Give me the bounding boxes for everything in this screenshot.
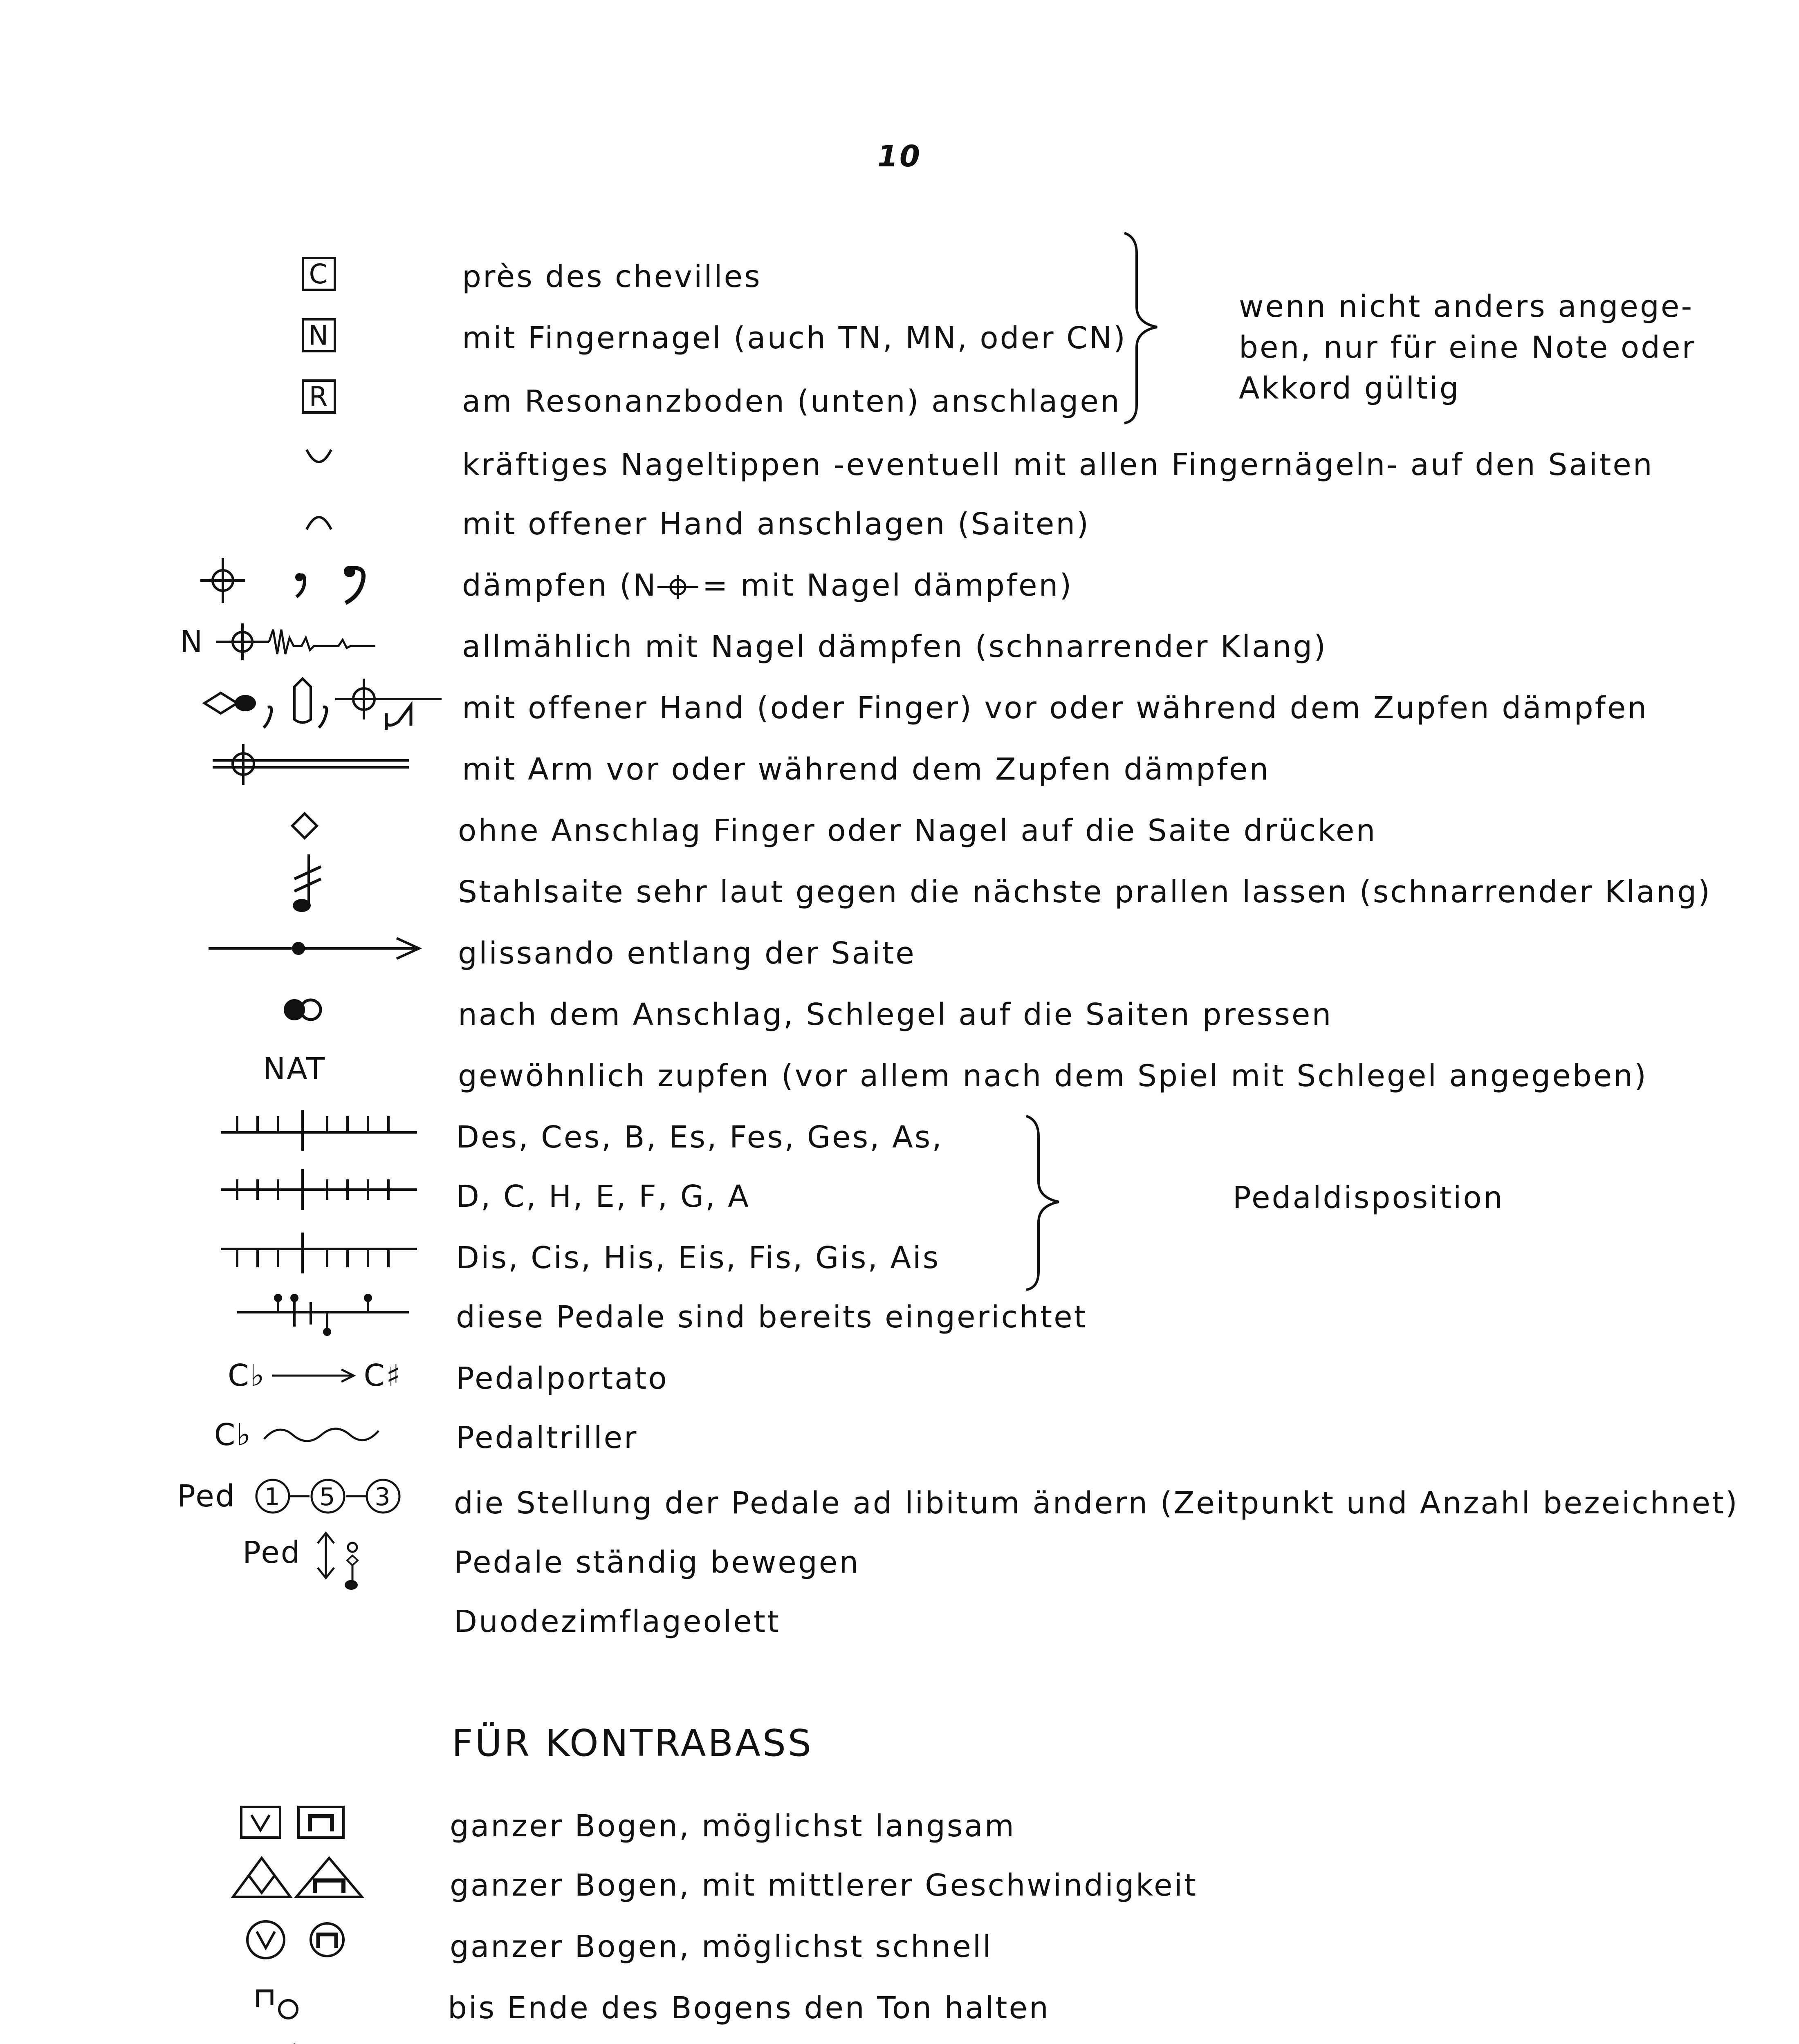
diamond-icon xyxy=(282,801,327,850)
cap-icon xyxy=(282,495,356,544)
entry-text: am Resonanzboden (unten) anschlagen xyxy=(462,384,1121,419)
hand-damp-icon xyxy=(200,679,446,728)
circle-label: 3 xyxy=(375,1483,392,1511)
entry-text: dämpfen (N = mit Nagel dämpfen) xyxy=(462,568,1073,603)
entry-text: gewöhnlich zupfen (vor allem nach dem Spiel mit Schlegel angegeben) xyxy=(458,1058,1648,1094)
pedal-circles-icon: Ped 1 5 3 xyxy=(172,1472,417,1521)
pedal-diagram-mid-icon xyxy=(213,1165,425,1214)
slashed-note-icon xyxy=(282,850,327,920)
damp-inline-icon xyxy=(657,573,702,601)
entry-text: Pedale ständig bewegen xyxy=(454,1545,860,1580)
circle-bow-icons xyxy=(237,1915,360,1964)
nail-damp-icon: N xyxy=(180,617,409,666)
triangle-bow-icons xyxy=(229,1854,368,1903)
entry-text: ganzer Bogen, möglichst schnell xyxy=(450,1929,993,1964)
entry-text: D, C, H, E, F, G, A xyxy=(456,1179,750,1214)
entry-text: ohne Anschlag Finger oder Nagel auf die Saite drücken xyxy=(458,813,1377,848)
page-number: 10 xyxy=(877,139,922,173)
entry-text: die Stellung der Pedale ad libitum ändern (Zeitpunkt und Anzahl bezeichnet) xyxy=(454,1486,1739,1521)
entry-text: mit Fingernagel (auch TN, MN, oder CN) xyxy=(462,320,1127,356)
brace-note: wenn nicht anders angege- ben, nur für eine Note oder Akkord gültig xyxy=(1239,289,1696,406)
brace-note: Pedaldisposition xyxy=(1233,1180,1504,1215)
entry-text: Pedalportato xyxy=(456,1361,668,1396)
entry-text: Dis, Cis, His, Eis, Fis, Gis, Ais xyxy=(456,1240,940,1275)
entry-text: ganzer Bogen, möglichst langsam xyxy=(450,1809,1016,1844)
entry-text: près des chevilles xyxy=(462,259,762,294)
box-r-symbol: R xyxy=(294,372,343,421)
entry-text: Stahlsaite sehr laut gegen die nächste prallen lassen (schnarrender Klang) xyxy=(458,874,1712,910)
damp-icon xyxy=(196,556,376,605)
entry-text: allmählich mit Nagel dämpfen (schnarrender Klang) xyxy=(462,629,1328,664)
entry-text: diese Pedale sind bereits eingerichtet xyxy=(456,1300,1088,1335)
brace-icon xyxy=(1120,229,1169,425)
entry-text: mit offener Hand (oder Finger) vor oder während dem Zupfen dämpfen xyxy=(462,690,1649,726)
entry-text: bis Ende des Bogens den Ton halten xyxy=(448,1990,1050,2026)
box-c-symbol: C xyxy=(294,249,343,298)
entry-text: Des, Ces, B, Es, Fes, Ges, As, xyxy=(456,1120,943,1155)
entry-text: glissando entlang der Saite xyxy=(458,936,916,971)
entry-text: kräftiges Nageltippen -eventuell mit allen Fingernägeln- auf den Saiten xyxy=(462,447,1654,482)
bow-arrows-icon xyxy=(245,2038,393,2044)
entry-text: nach dem Anschlag, Schlegel auf die Saiten pressen xyxy=(458,997,1333,1032)
entry-text: mit Arm vor oder während dem Zupfen dämpfen xyxy=(462,752,1270,787)
glissando-arrow-icon xyxy=(204,924,425,973)
entry-text: mit offener Hand anschlagen (Saiten) xyxy=(462,507,1090,542)
pedal-portato-icon: C♭ C♯ xyxy=(227,1358,402,1393)
brace-icon xyxy=(1022,1112,1071,1292)
stick-press-icon xyxy=(270,985,335,1034)
circle-label: 5 xyxy=(319,1483,336,1511)
entry-text: Pedaltriller xyxy=(456,1420,638,1455)
cup-icon xyxy=(282,433,356,482)
circle-label: 1 xyxy=(264,1483,281,1511)
hold-bow-icon xyxy=(245,1979,311,2028)
pedal-set-icon xyxy=(229,1288,417,1337)
pedal-move-icon: Ped xyxy=(225,1531,380,1592)
box-n-symbol: N xyxy=(294,311,343,360)
nat-label: NAT xyxy=(262,1051,326,1087)
arm-damp-icon xyxy=(204,740,417,789)
pedal-diagram-up-icon xyxy=(213,1104,425,1153)
entry-text: Duodezimflageolett xyxy=(454,1604,781,1639)
entry-text: ganzer Bogen, mit mittlerer Geschwindigkeit xyxy=(450,1868,1198,1903)
pedal-diagram-down-icon xyxy=(213,1230,425,1280)
box-bow-icons xyxy=(237,1797,360,1846)
pedal-triller-icon: C♭ xyxy=(196,1410,409,1459)
section-heading: FÜR KONTRABASS xyxy=(452,1722,814,1765)
